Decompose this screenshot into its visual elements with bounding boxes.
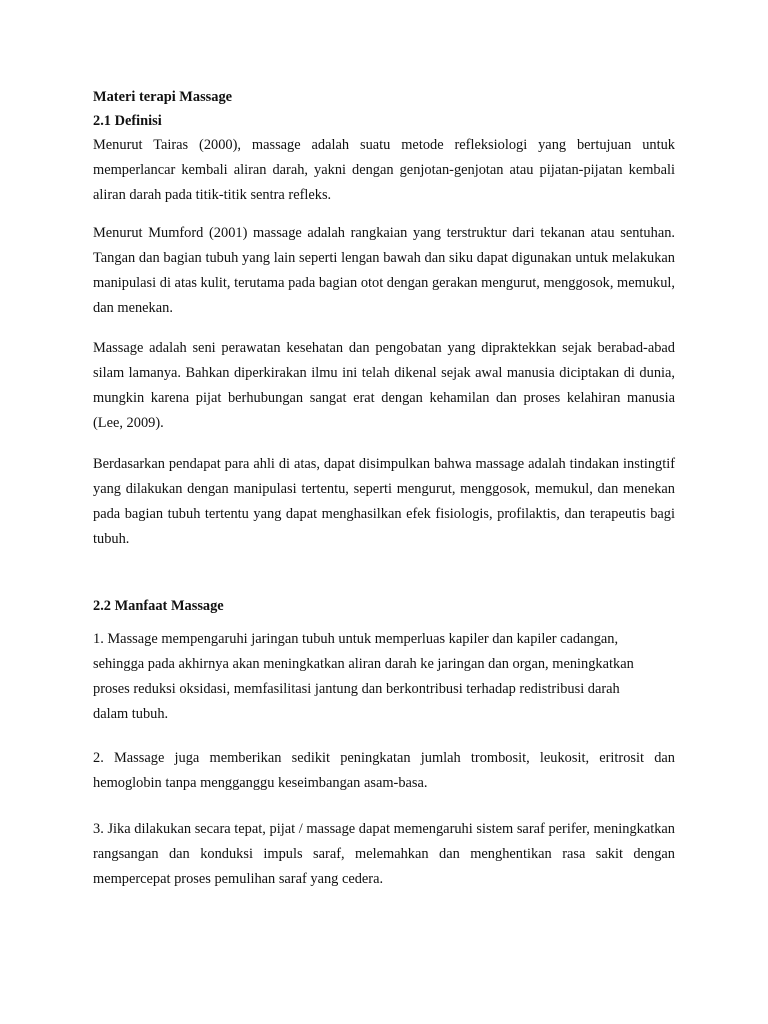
paragraph-definisi-4: Berdasarkan pendapat para ahli di atas, dapat disimpulkan bahwa massage adalah tindakan instingtif yang dilakukan dengan manipulasi tertentu, seperti mengurut, menggosok, memukul, dan menekan pada bagian tubuh tertentu yang dapat menghasilkan efek fisiologis, profilaktis, dan terapeutis bagi tubuh. — [93, 456, 675, 547]
paragraph-manfaat-3: 3. Jika dilakukan secara tepat, pijat / massage dapat memengaruhi sistem saraf perifer, meningkatkan rangsangan dan konduksi impuls saraf, melemahkan dan menghentikan rasa sakit dengan mempercepat proses pemulihan saraf yang cedera. — [93, 821, 675, 887]
paragraph-definisi-1: Menurut Tairas (2000), massage adalah suatu metode refleksiologi yang bertujuan untuk memperlancar kembali aliran darah, yakni dengan genjotan-genjotan atau pijatan-pijatan kembali aliran darah pada titik-titik sentra refleks. — [93, 137, 675, 203]
paragraph-manfaat-2: 2. Massage juga memberikan sedikit peningkatan jumlah trombosit, leukosit, eritrosit dan hemoglobin tanpa mengganggu keseimbangan asam-basa. — [93, 750, 675, 791]
section-heading-definisi: 2.1 Definisi — [93, 113, 162, 129]
paragraph-manfaat-1: 1. Massage mempengaruhi jaringan tubuh untuk memperluas kapiler dan kapiler cadangan, sehingga pada akhirnya akan meningkatkan aliran darah ke jaringan dan organ, meningkatkan proses reduksi oksidasi, memfasilitasi jantung dan berkontribusi terhadap redistribusi darah dalam tubuh. — [93, 631, 634, 722]
paragraph-definisi-3: Massage adalah seni perawatan kesehatan dan pengobatan yang dipraktekkan sejak berabad-abad silam lamanya. Bahkan diperkirakan ilmu ini telah dikenal sejak awal manusia diciptakan di dunia, mungkin karena pijat berhubungan sangat erat dengan kehamilan dan proses kelahiran manusia (Lee, 2009). — [93, 340, 675, 431]
document-title: Materi terapi Massage — [93, 89, 233, 105]
paragraph-definisi-2: Menurut Mumford (2001) massage adalah rangkaian yang terstruktur dari tekanan atau sentuhan. Tangan dan bagian tubuh yang lain seperti lengan bawah dan siku dapat digunakan untuk melakukan manipulasi di atas kulit, terutama pada bagian otot dengan gerakan mengurut, menggosok, memukul, dan menekan. — [93, 225, 675, 316]
section-heading-manfaat: 2.2 Manfaat Massage — [93, 598, 224, 614]
